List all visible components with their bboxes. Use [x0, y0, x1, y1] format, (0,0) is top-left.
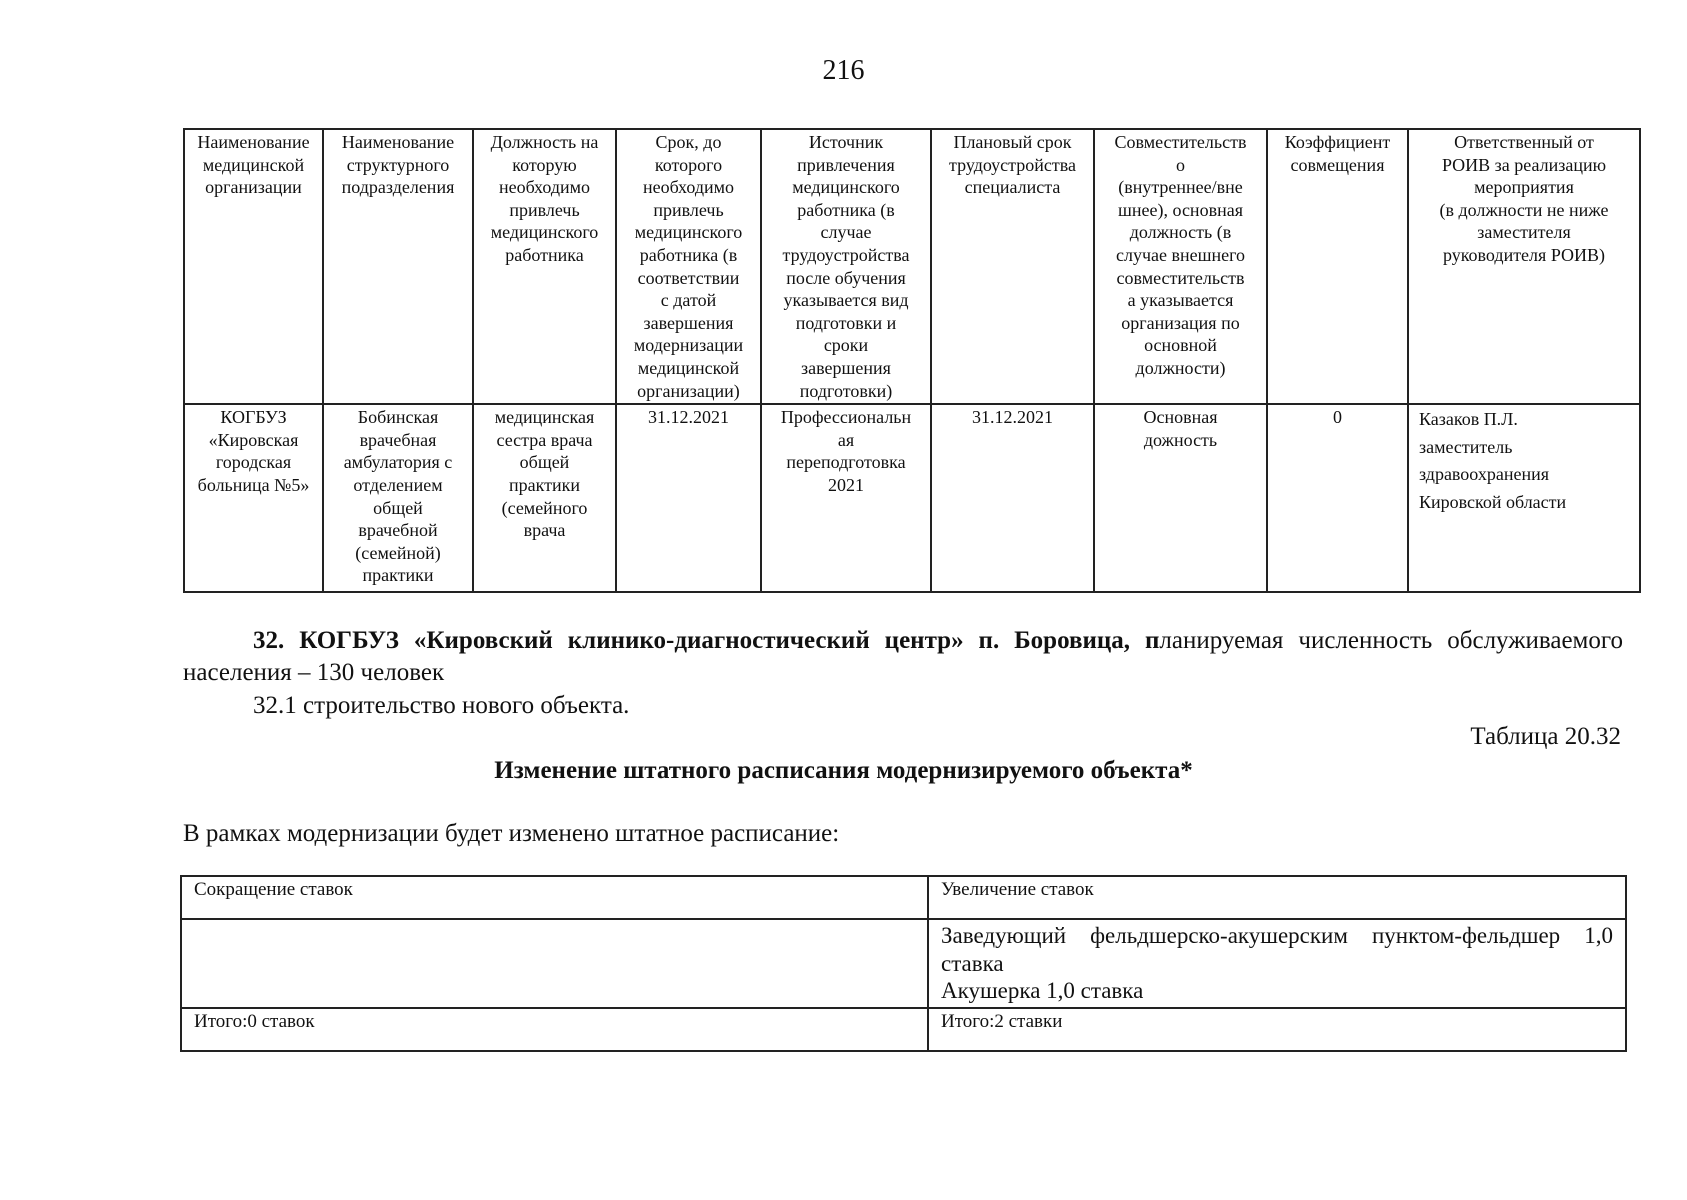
table-header-row — [184, 129, 1640, 404]
header-coefficient: Коэффициент совмещения — [1267, 129, 1408, 404]
cell-reduction-total: Итого:0 ставок — [181, 1008, 928, 1051]
cell-source: Профессиональн ая переподготовка 2021 — [761, 404, 931, 592]
header-reduction: Сокращение ставок — [181, 876, 928, 919]
table-title: Изменение штатного расписания модернизируемого объекта* — [494, 757, 1193, 784]
header-responsible: Ответственный от РОИВ за реализацию мероприятия (в должности не ниже заместителя руководителя РОИВ) — [1408, 129, 1640, 404]
header-increase: Увеличение ставок — [928, 876, 1626, 919]
table-label: Таблица 20.32 — [1470, 723, 1621, 750]
cell-increase-list — [928, 919, 1626, 1008]
header-combination: Совместительств о (внутреннее/вне шнее), основная должность (в случае внешнего совместительств а указывается организация по основной должности) — [1094, 129, 1267, 404]
staffing-requirements-table — [183, 128, 1641, 593]
cell-deadline: 31.12.2021 — [616, 404, 761, 592]
section-32-heading-rest: ланируемая численность обслуживаемого населения – 130 человек — [183, 627, 1623, 686]
table-row — [181, 919, 1626, 1008]
table-header-row — [181, 876, 1626, 919]
section-32-subitem: 32.1 строительство нового объекта. — [253, 692, 630, 719]
section-32-heading-bold: 32. КОГБУЗ «Кировский клинико-диагностический центр» п. Боровица, п — [253, 627, 1160, 654]
cell-responsible: Казаков П.Л. заместитель здравоохранения Кировской области — [1408, 404, 1640, 592]
header-deadline: Срок, до которого необходимо привлечь медицинского работника (в соответствии с датой завершения модернизации медицинской организации) — [616, 129, 761, 404]
cell-planned-date: 31.12.2021 — [931, 404, 1094, 592]
cell-reduction-list — [181, 919, 928, 1008]
cell-combination: Основная дожность — [1094, 404, 1267, 592]
header-source: Источник привлечения медицинского работника (в случае трудоустройства после обучения указывается вид подготовки и сроки завершения подготовки) — [761, 129, 931, 404]
cell-coefficient: 0 — [1267, 404, 1408, 592]
cell-organization: КОГБУЗ «Кировская городская больница №5» — [184, 404, 323, 592]
cell-subdivision: Бобинская врачебная амбулатория с отделением общей врачебной (семейной) практики — [323, 404, 473, 592]
staffing-change-table — [180, 875, 1627, 1052]
cell-position: медицинская сестра врача общей практики (семейного врача — [473, 404, 616, 592]
table-total-row — [181, 1008, 1626, 1051]
section-32-heading — [183, 625, 1623, 689]
intro-text: В рамках модернизации будет изменено штатное расписание: — [183, 820, 840, 847]
increase-item: Акушерка 1,0 ставка — [941, 978, 1144, 1003]
header-position: Должность на которую необходимо привлечь медицинского работника — [473, 129, 616, 404]
table-row — [184, 404, 1640, 592]
page-number: 216 — [822, 55, 865, 86]
cell-increase-total: Итого:2 ставки — [928, 1008, 1626, 1051]
increase-item: Заведующий фельдшерско-акушерским пунктом-фельдшер 1,0 ставка — [941, 923, 1613, 976]
header-planned-date: Плановый срок трудоустройства специалиста — [931, 129, 1094, 404]
header-organization: Наименование медицинской организации — [184, 129, 323, 404]
header-subdivision: Наименование структурного подразделения — [323, 129, 473, 404]
